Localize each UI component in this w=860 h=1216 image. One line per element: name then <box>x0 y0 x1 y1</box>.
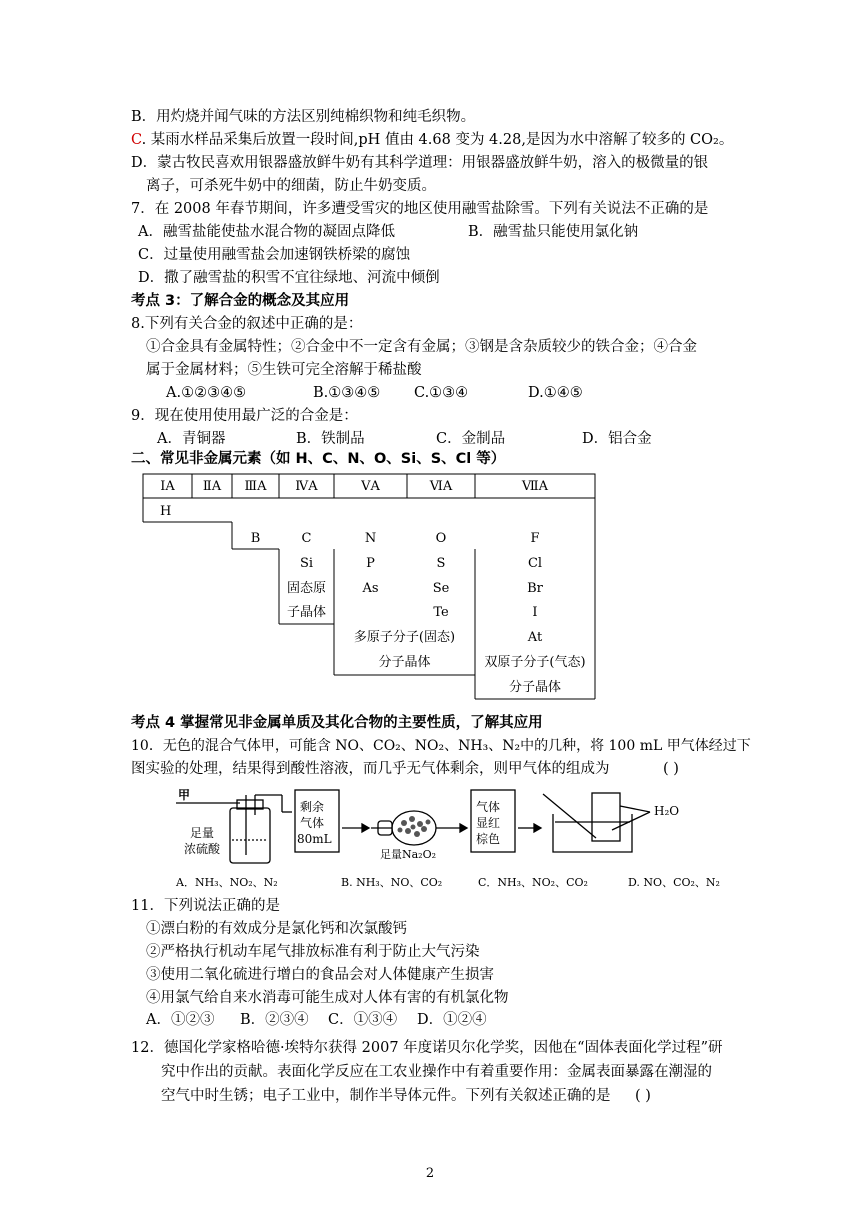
label-molecular-crystal-2: 分子晶体 <box>508 680 561 695</box>
fig-label-gas-2: 显红 <box>476 816 501 830</box>
q8-stem: 8.下列有关合金的叙述中正确的是： <box>131 316 363 332</box>
element-at: At <box>527 630 543 645</box>
q7-option-c: C．过量使用融雪盐会加速钢铁桥梁的腐蚀 <box>138 247 411 263</box>
element-si: Si <box>299 556 314 571</box>
q11-statement-2: ②严格执行机动车尾气排放标准有利于防止大气污染 <box>146 944 480 960</box>
q11-option-d: D．①②④ <box>417 1012 487 1028</box>
fig-label-remaining-3: 80mL <box>297 832 332 846</box>
q6-option-c-text: . 某雨水样品采集后放置一段时间,pH 值由 4.68 变为 4.28,是因为水中溶解了较多的 CO₂。 <box>141 132 734 148</box>
fig-label-remaining-2: 气体 <box>300 816 325 830</box>
q8-option-c: C.①③④ <box>414 385 469 401</box>
fig-label-gas-1: 气体 <box>476 800 501 814</box>
element-as: As <box>362 581 379 596</box>
q6-option-d-line2: 离子，可杀死牛奶中的细菌，防止牛奶变质。 <box>146 178 436 194</box>
q11-option-c: C．①③④ <box>328 1012 398 1028</box>
element-h: H <box>160 504 172 519</box>
q6-option-b: B．用灼烧并闻气味的方法区别纯棉织物和纯毛织物。 <box>131 109 476 125</box>
element-i: I <box>532 605 538 620</box>
element-f: F <box>530 531 540 546</box>
element-te: Te <box>433 605 449 620</box>
table-header-6: ⅥA <box>429 479 453 494</box>
element-b: B <box>250 531 261 546</box>
element-o: O <box>435 531 447 546</box>
fig-label-zuliang: 足量 <box>190 826 215 840</box>
q10-option-d: D. NO、CO₂、N₂ <box>628 876 720 889</box>
q9-option-a: A．青铜器 <box>157 431 226 447</box>
table-header-7: ⅦA <box>521 479 549 494</box>
q10-option-c: C．NH₃、NO₂、CO₂ <box>478 876 588 889</box>
q9-option-d: D．铝合金 <box>582 431 652 447</box>
q6-option-d-line1: D．蒙古牧民喜欢用银器盛放鲜牛奶有其科学道理：用银器盛放鲜牛奶，溶入的极微量的银 <box>131 155 709 171</box>
fig-label-h2so4: 浓硫酸 <box>184 842 221 856</box>
label-polyatomic: 多原子分子(固态) <box>353 630 456 645</box>
q11-stem: 11．下列说法正确的是 <box>131 898 280 914</box>
q10-line1: 10．无色的混合气体甲，可能含 NO、CO₂、NO₂、NH₃、N₂中的几种，将 100 mL 甲气体经过下 <box>131 738 751 754</box>
q8-line1: ①合金具有金属特性；②合金中不一定含有金属；③钢是含杂质较少的铁合金；④合金 <box>146 339 697 355</box>
fig-label-jia: 甲 <box>178 788 191 802</box>
section-kaodian-3: 考点 3：了解合金的概念及其应用 <box>131 293 350 309</box>
label-diatomic: 双原子分子(气态) <box>484 655 586 670</box>
fig-label-na2o2: 足量Na₂O₂ <box>380 848 437 861</box>
q10-option-a: A．NH₃、NO₂、N₂ <box>176 876 278 889</box>
q9-option-c: C．金制品 <box>436 431 506 447</box>
q6-option-c-letter: C <box>131 132 142 148</box>
q11-option-a: A．①②③ <box>146 1012 215 1028</box>
q10-option-b: B. NH₃、NO、CO₂ <box>341 876 443 889</box>
q9-stem: 9．现在使用使用最广泛的合金是： <box>131 408 358 424</box>
section-2-title: 二、常见非金属元素（如 H、C、N、O、Si、S、Cl 等） <box>131 451 506 467</box>
q12-line3: 空气中时生锈；电子工业中，制作半导体元件。下列有关叙述正确的是 <box>161 1088 611 1104</box>
q7-stem: 7．在 2008 年春节期间，许多遭受雪灾的地区使用融雪盐除雪。下列有关说法不正确的是 <box>131 201 709 217</box>
q8-line2: 属于金属材料；⑤生铁可完全溶解于稀盐酸 <box>146 362 422 378</box>
page-number: 2 <box>425 1166 435 1181</box>
table-header-4: ⅣA <box>295 479 318 494</box>
table-header-2: ⅡA <box>202 479 222 494</box>
element-cl: Cl <box>527 556 543 571</box>
q12-line1: 12．德国化学家格哈德·埃特尔获得 2007 年度诺贝尔化学奖，因他在“固体表面化学过程”研 <box>131 1040 723 1056</box>
section-kaodian-4: 考点 4 掌握常见非金属单质及其化合物的主要性质，了解其应用 <box>131 715 543 731</box>
q7-option-a: A．融雪盐能使盐水混合物的凝固点降低 <box>138 224 395 240</box>
q7-option-b: B．融雪盐只能使用氯化钠 <box>468 224 639 240</box>
q12-answer-paren: ( ) <box>635 1088 651 1104</box>
label-covalent-2: 子晶体 <box>286 605 326 620</box>
element-br: Br <box>527 581 543 596</box>
q8-option-d: D.①④⑤ <box>528 385 583 401</box>
element-s: S <box>436 556 446 571</box>
q7-option-d: D．撒了融雪盐的积雪不宜往绿地、河流中倾倒 <box>138 270 440 286</box>
q11-statement-1: ①漂白粉的有效成分是氯化钙和次氯酸钙 <box>146 921 407 937</box>
q11-option-b: B．②③④ <box>240 1012 309 1028</box>
table-header-3: ⅢA <box>244 479 267 494</box>
element-c: C <box>301 531 312 546</box>
q8-option-a: A.①②③④⑤ <box>166 385 247 401</box>
fig-label-gas-3: 棕色 <box>476 832 501 846</box>
q11-statement-3: ③使用二氧化硫进行增白的食品会对人体健康产生损害 <box>146 967 494 983</box>
fig-label-h2o: H₂O <box>654 804 680 818</box>
fig-label-remaining-1: 剩余 <box>300 800 325 814</box>
q8-option-b: B.①③④⑤ <box>313 385 381 401</box>
element-se: Se <box>432 581 450 596</box>
table-header-5: ⅤA <box>361 479 380 494</box>
element-p: P <box>366 556 375 571</box>
q12-line2: 究中作出的贡献。表面化学反应在工农业操作中有着重要作用：金属表面暴露在潮湿的 <box>161 1064 712 1080</box>
q10-answer-paren: ( ) <box>663 761 679 777</box>
label-covalent-1: 固态原 <box>286 581 326 596</box>
q11-statement-4: ④用氯气给自来水消毒可能生成对人体有害的有机氯化物 <box>146 990 509 1006</box>
q9-option-b: B．铁制品 <box>296 431 365 447</box>
element-n: N <box>364 531 377 546</box>
table-header-1: ⅠA <box>160 479 175 494</box>
label-molecular-crystal-1: 分子晶体 <box>378 655 431 670</box>
q10-line2: 图实验的处理，结果得到酸性溶液，而几乎无气体剩余，则甲气体的组成为 <box>131 761 610 777</box>
